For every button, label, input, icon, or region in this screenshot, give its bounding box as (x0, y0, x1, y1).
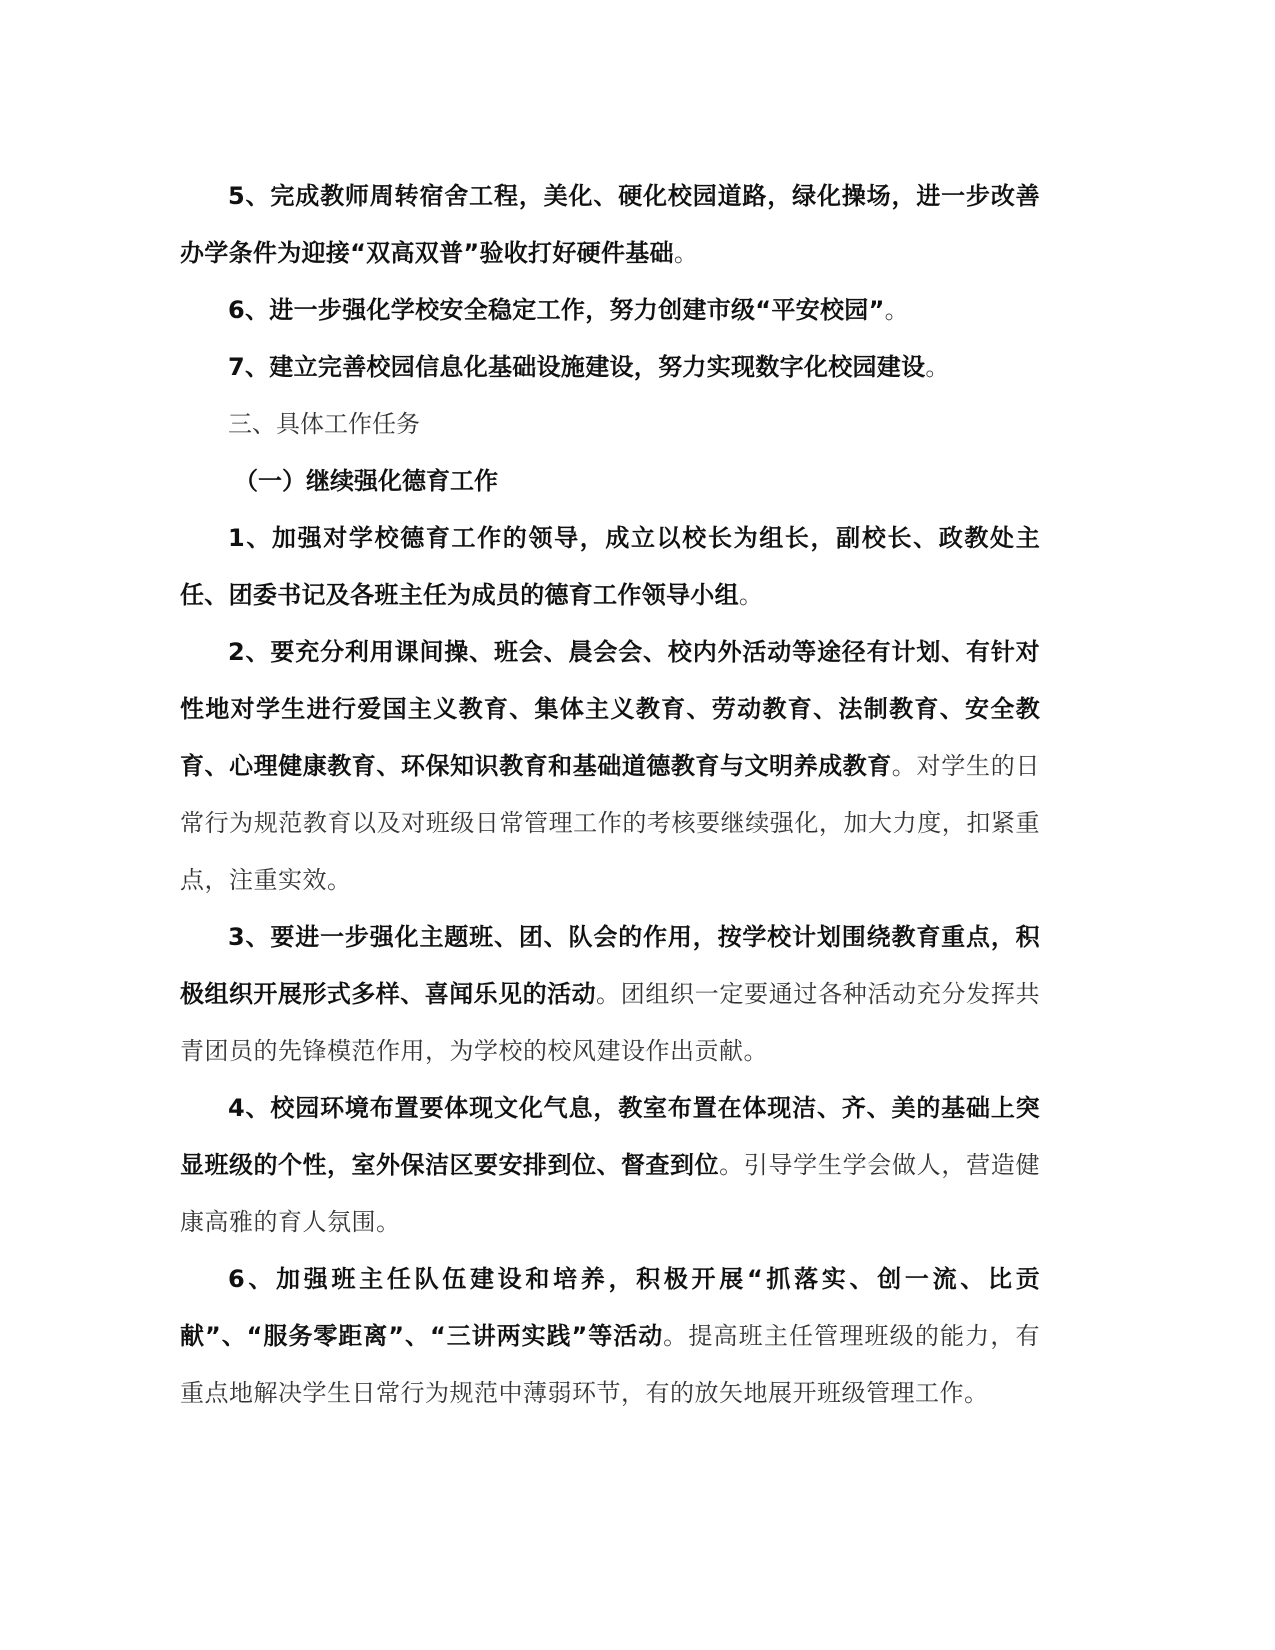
task-6-bold-text: 6、加强班主任队伍建设和培养，积极开展“抓落实、创一流、比贡献”、“服务零距离”、“三讲两实践”等活动 (180, 1265, 1040, 1350)
goal-7-bold-text: 7、建立完善校园信息化基础设施建设，努力实现数字化校园建设 (228, 353, 926, 381)
section-heading: 三、具体工作任务 (228, 410, 420, 438)
task-3-bold-text: 3、要进一步强化主题班、团、队会的作用，按学校计划围绕教育重点，积极组织开展形式多样、喜闻乐见的活动 (180, 923, 1040, 1008)
goal-paragraph-5 (180, 168, 1040, 282)
task-item-6 (180, 1251, 1040, 1422)
goal-5-normal-text: 。 (673, 239, 699, 267)
goal-6-bold-text: 6、进一步强化学校安全稳定工作，努力创建市级“平安校园” (228, 296, 885, 324)
goal-paragraph-6 (180, 282, 1040, 339)
goal-5-bold-text: 5、完成教师周转宿舍工程，美化、硬化校园道路，绿化操场，进一步改善办学条件为迎接“双高双普”验收打好硬件基础 (180, 182, 1040, 267)
subsection-heading: （一）继续强化德育工作 (234, 467, 498, 495)
document-body (180, 168, 1040, 1422)
task-item-2 (180, 624, 1040, 909)
goal-7-normal-text: 。 (925, 353, 950, 381)
task-3-normal-text: 。团组织一定要通过各种活动充分发挥共青团员的先锋模范作用，为学校的校风建设作出贡献。 (180, 980, 1040, 1065)
task-item-4 (180, 1080, 1040, 1251)
task-4-normal-text: 。引导学生学会做人，营造健康高雅的育人氛围。 (180, 1151, 1040, 1236)
task-item-1 (180, 510, 1040, 624)
task-2-bold-text: 2、要充分利用课间操、班会、晨会会、校内外活动等途径有计划、有针对性地对学生进行爱国主义教育、集体主义教育、劳动教育、法制教育、安全教育、心理健康教育、环保知识教育和基础道德教育与文明养成教育 (180, 638, 1040, 780)
task-2-normal-text: 。对学生的日常行为规范教育以及对班级日常管理工作的考核要继续强化，加大力度，扣紧重点，注重实效。 (180, 752, 1041, 894)
task-item-3 (180, 909, 1040, 1080)
task-6-normal-text: 。提高班主任管理班级的能力，有重点地解决学生日常行为规范中薄弱环节，有的放矢地展开班级管理工作。 (180, 1322, 1041, 1407)
goal-paragraph-7 (180, 339, 1040, 396)
task-1-bold-text: 1、加强对学校德育工作的领导，成立以校长为组长，副校长、政教处主任、团委书记及各班主任为成员的德育工作领导小组 (180, 524, 1040, 609)
task-4-bold-text: 4、校园环境布置要体现文化气息，教室布置在体现洁、齐、美的基础上突显班级的个性，室外保洁区要安排到位、督查到位 (180, 1094, 1040, 1179)
task-1-normal-text: 。 (738, 581, 764, 609)
goal-6-normal-text: 。 (884, 296, 910, 324)
